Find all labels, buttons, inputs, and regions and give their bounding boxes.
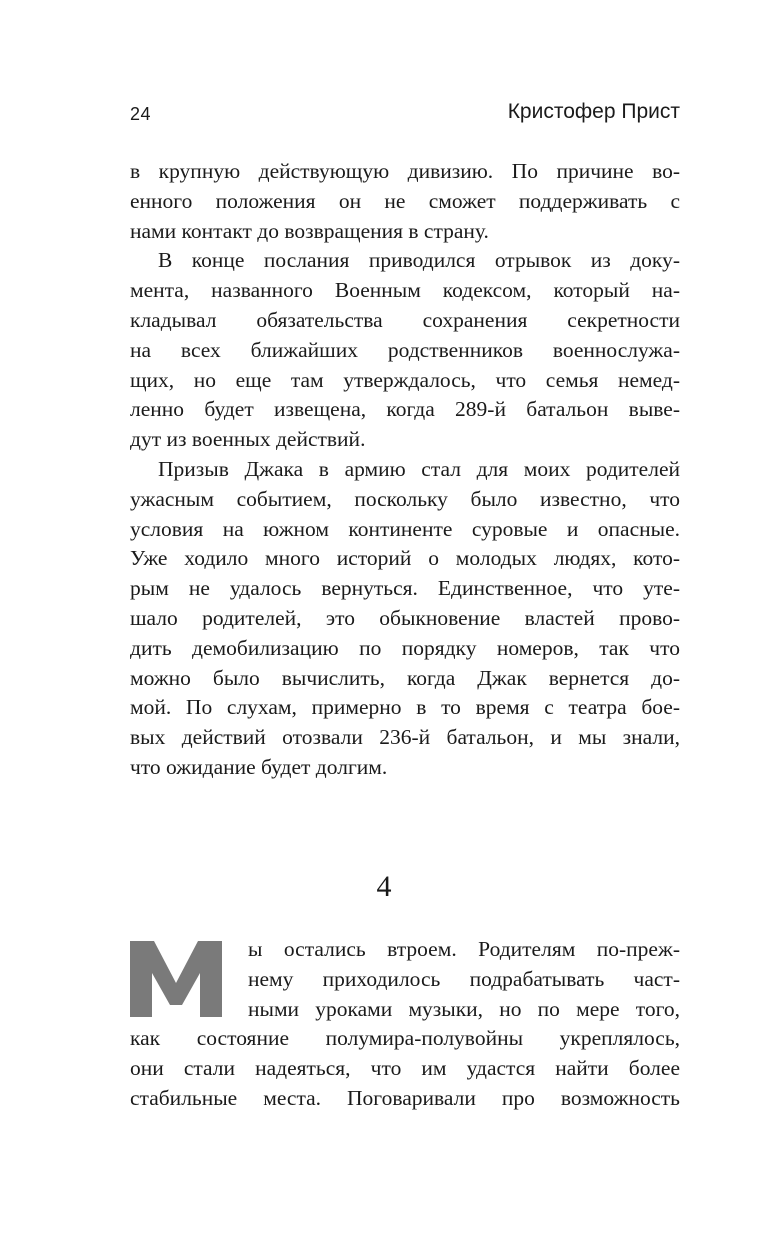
paragraph (130, 246, 680, 455)
text-line: дут из военных действий. (130, 427, 366, 452)
dropcap-letter (130, 941, 222, 1017)
text-line: в крупную действующую дивизию. По причине во- (130, 159, 680, 183)
text-line: щих, но еще там утверждалось, что семья немед- (130, 367, 680, 392)
body-text (130, 157, 680, 783)
text-line: енного положения он не сможет поддерживать с (130, 188, 680, 213)
author-name: Кристофер Прист (507, 100, 680, 123)
text-line: мента, названного Военным кодексом, который на- (130, 278, 680, 303)
text-line: они стали надеяться, что им удастся найти более (130, 1056, 680, 1081)
paragraph (130, 455, 680, 783)
text-line: стабильные места. Поговаривали про возможность (130, 1085, 680, 1110)
text-line: В конце послания приводился отрывок из доку- (158, 248, 680, 273)
page-number: 24 (130, 104, 152, 124)
text-line: условия на южном континенте суровые и опасные. (130, 516, 680, 541)
text-line: ужасным событием, поскольку было известно, что (130, 486, 680, 511)
text-line: Призыв Джака в армию стал для моих родителей (158, 456, 680, 481)
text-line: ными уроками музыки, но по мере того, (248, 996, 680, 1021)
text-line: Уже ходило много историй о молодых людях, кото- (130, 546, 680, 571)
text-line: вых действий отозвали 236-й батальон, и мы знали, (130, 725, 680, 750)
dropcap-letter-shape (130, 941, 222, 1017)
chapter-opening (130, 935, 680, 1114)
text-line: дить демобилизацию по порядку номеров, так что (130, 635, 680, 660)
text-line: как состояние полумира-полувойны укреплялось, (130, 1026, 680, 1051)
text-line: нему приходилось подрабатывать част- (248, 966, 680, 991)
text-line: ы остались втроем. Родителям по-преж- (248, 937, 680, 961)
text-line: рым не удалось вернуться. Единственное, что уте- (130, 576, 680, 601)
text-line: кладывал обязательства сохранения секретности (130, 307, 680, 332)
text-line: мой. По слухам, примерно в то время с театра бое- (130, 695, 680, 720)
text-line: нами контакт до возвращения в страну. (130, 218, 489, 243)
running-header (130, 100, 680, 130)
text-line: шало родителей, это обыкновение властей прово- (130, 605, 680, 630)
text-line: ленно будет извещена, когда 289-й батальон выве- (130, 397, 680, 422)
text-line: что ожидание будет долгим. (130, 754, 388, 779)
text-line: на всех ближайших родственников военнослужа- (130, 337, 680, 362)
paragraph-continued (130, 157, 680, 246)
chapter-number: 4 (376, 870, 392, 903)
text-line: можно было вычислить, когда Джак вернется до- (130, 665, 680, 690)
